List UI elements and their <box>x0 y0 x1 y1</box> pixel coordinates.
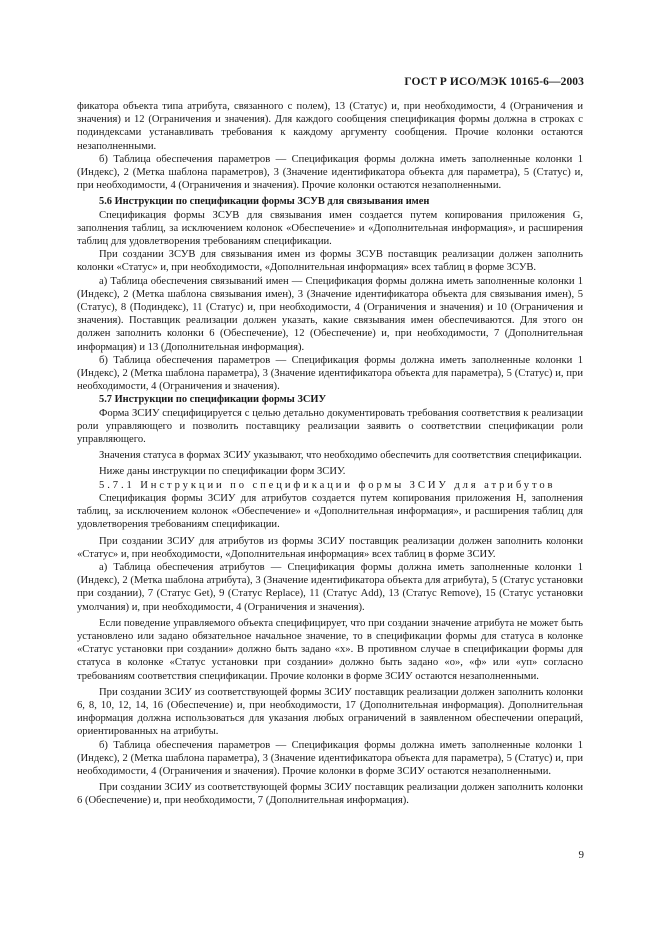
paragraph-params-table-b: б) Таблица обеспечения параметров — Спецификация формы должна иметь заполненные колонки 1 (Индекс), 2 (Метка шаблона параметра), 3 (Значение идентификатора объекта для параметра), 5 (Статус) и, при необходимости, 4 (Ограничения и значения). Прочие колонки в форме ЗСИУ остаются незаполненными. <box>77 739 583 777</box>
paragraph: Значения статуса в формах ЗСИУ указывают, что необходимо обеспечить для соответствия спецификации. <box>99 450 582 462</box>
paragraph-attributes-table-a: а) Таблица обеспечения атрибутов — Спецификация формы должна иметь заполненные колонки 1 (Индекс), 2 (Метка шаблона атрибута), 3 (Значение идентификатора объекта для атрибута), 5 (Статус установки при создании), 7 (Статус Get), 9 (Статус Replace), 11 (Статус Add), 13 (Статус Remove), 15 (Статус установки умолчания) и, при необходимости, 4 (Ограничения и значения). <box>77 561 583 613</box>
paragraph: При создании ЗСИУ из соответствующей формы ЗСИУ поставщик реализации должен заполнить колонки 6 (Обеспечение) и, при необходимости, 7 (Дополнительная информация). <box>77 782 583 807</box>
paragraph-continuation: фикатора объекта типа атрибута, связанного с полем), 13 (Статус) и, при необходимости, 4 (Ограничения и значения) и 12 (Ограничения и значения). Для каждого сообщения спецификация формы должна в строках с подиндексами устанавливать требования к каждому аргументу сообщения. Прочие колонки остаются незаполненными. <box>77 101 583 152</box>
subsection-heading-5-7-1: 5.7.1 Инструкции по спецификации формы ЗСИУ для атрибутов <box>99 479 556 491</box>
standard-header: ГОСТ Р ИСО/МЭК 10165-6—2003 <box>404 76 584 88</box>
paragraph: При создании ЗСИУ для атрибутов из формы ЗСИУ поставщик реализации должен заполнить колонки «Статус» и, при необходимости, «Дополнительная информация» всех таблиц в форме ЗСИУ. <box>77 535 583 560</box>
section-heading-5-7: 5.7 Инструкции по спецификации формы ЗСИУ <box>99 394 327 406</box>
paragraph: Форма ЗСИУ специфицируется с целью детально документировать требования соответствия к реализации роли управляющего и позволить поставщику реализации заявить о соответствии спецификации роли управляющего. <box>77 407 583 446</box>
paragraph: Спецификация формы ЗСИУ для атрибутов создается путем копирования приложения Н, заполнения таблиц, за исключением колонок «Обеспечение» и «Дополнительная информация», и расширения таблиц для удовлетворения требованиям спецификации. <box>77 492 583 531</box>
paragraph-params-table-b: б) Таблица обеспечения параметров — Спецификация формы должна иметь заполненные колонки 1 (Индекс), 2 (Метка шаблона параметров), 3 (Значение идентификатора объекта для параметра), 5 (Статус) и, при необходимости, 4 (Ограничения и значения). Прочие колонки остаются незаполненными. <box>77 153 583 192</box>
paragraph: Спецификация формы ЗСУВ для связывания имен создается путем копирования приложения G, заполнения таблиц, за исключением колонок «Обеспечение» и «Дополнительная информация», и расширения таблиц для удовлетворения требованиям спецификации. <box>77 209 583 248</box>
paragraph: При создании ЗСУВ для связывания имен из формы ЗСУВ поставщик реализации должен заполнить колонки «Статус» и, при необходимости, «Дополнительная информация» всех таблиц в форме ЗСУВ. <box>77 249 583 274</box>
paragraph: Ниже даны инструкции по спецификации форм ЗСИУ. <box>99 466 346 478</box>
page-number: 9 <box>578 849 584 861</box>
paragraph: При создании ЗСИУ из соответствующей формы ЗСИУ поставщик реализации должен заполнить колонки 6, 8, 10, 12, 14, 16 (Обеспечение) и, при необходимости, 17 (Дополнительная информация). Дополнительная информация должна использоваться для указания любых ограничений в заявленном обеспечении операций, ориентированных на атрибуты. <box>77 686 583 738</box>
paragraph-name-bindings-table-a: а) Таблица обеспечения связываний имен — Спецификация формы должна иметь заполненные колонки 1 (Индекс), 2 (Метка шаблона связывания имен), 3 (Значение идентификатора объекта для связывания имен), 5 (Статус), 8 (Подиндекс), 11 (Статус) и, при необходимости, 4 (Ограничения и значения) и 10 (Ограничения и значения). Поставщик реализации должен указать, какие связывания имен обеспечиваются. Для этого он должен заполнить колонки 6 (Обеспечение), 12 (Обеспечение) и, при необходимости, 7 (Дополнительная информация) и 13 (Дополнительная информация). <box>77 275 583 353</box>
section-heading-5-6: 5.6 Инструкции по спецификации формы ЗСУВ для связывания имен <box>99 196 430 208</box>
paragraph: Если поведение управляемого объекта специфицирует, что при создании значение атрибута не может быть установлено или задано обязательное начальное значение, то в спецификации формы для статуса в колонке «Статус установки при создании» должно быть задано «х». В противном случае в спецификации формы для статуса в колонке «Статус установки при создании» должно быть задано «о», «ф» или «уп» согласно требованиям соответствия спецификации. Прочие колонки в форме ЗСИУ остаются незаполненными. <box>77 617 583 682</box>
body-text <box>77 100 583 808</box>
paragraph-params-table-b: б) Таблица обеспечения параметров — Спецификация формы должна иметь заполненные колонки 1 (Индекс), 2 (Метка шаблона параметра), 3 (Значение идентификатора объекта для параметра), 5 (Статус) и, при необходимости, 4 (Ограничения и значения). <box>77 354 583 393</box>
